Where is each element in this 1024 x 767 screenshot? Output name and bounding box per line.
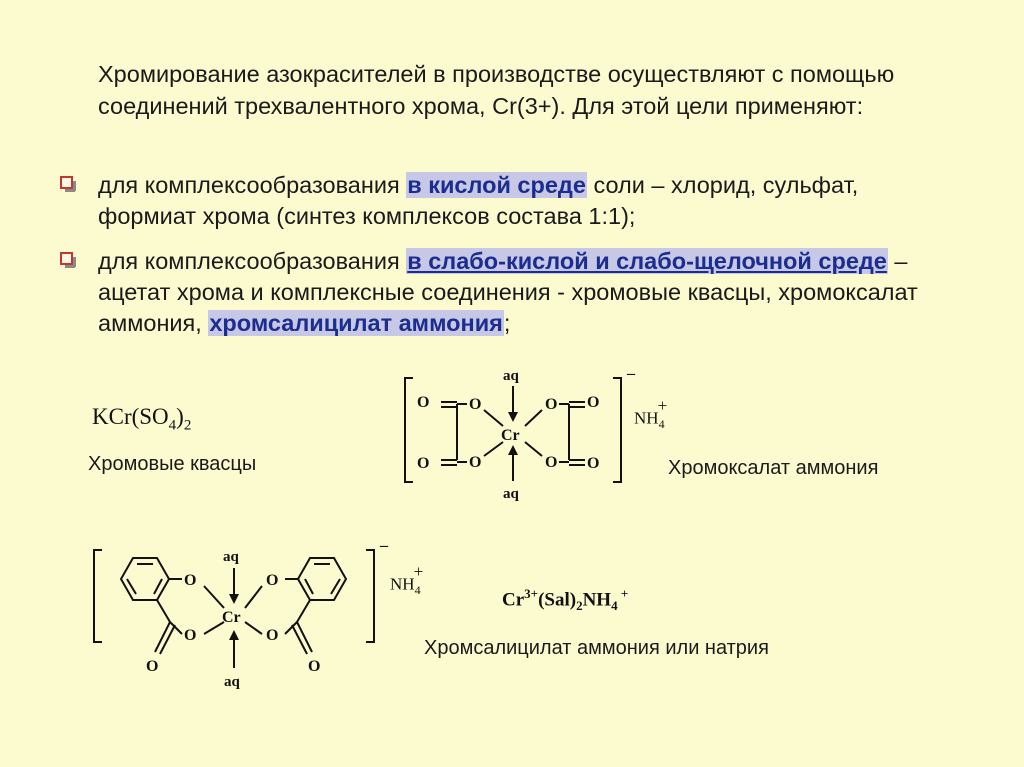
alum-formula-sub2: 2 xyxy=(183,417,192,434)
salicylate-structure xyxy=(80,530,420,695)
ligand-aq: aq xyxy=(224,674,240,690)
formula-nh-charge: + xyxy=(617,586,629,601)
bullet-text-before: для комплексообразования xyxy=(98,248,407,274)
bracket-left xyxy=(94,550,102,642)
alum-formula-main: KCr(SO xyxy=(92,404,169,429)
alum-formula xyxy=(92,404,191,435)
ligand-aq: aq xyxy=(223,549,239,565)
ligand-aq: aq xyxy=(503,368,519,384)
atom-o: O xyxy=(469,454,482,471)
alum-formula-close: ) xyxy=(176,404,184,429)
atom-o: O xyxy=(417,394,430,411)
atom-o: O xyxy=(308,658,321,675)
oxalate-caption: Хромоксалат аммония xyxy=(668,457,879,479)
bullet-text-middle: – ацетат хрома и комплексные соединения - хромовые квасцы, хромоксалат аммония, xyxy=(98,248,918,336)
atom-cr: Cr xyxy=(222,609,241,626)
bracket-right xyxy=(366,550,374,642)
bullet-marker-icon xyxy=(60,176,73,189)
atom-o: O xyxy=(266,627,279,644)
ligand-aq: aq xyxy=(503,486,519,502)
formula-sal: (Sal) xyxy=(538,589,577,611)
atom-o: O xyxy=(266,572,279,589)
formula-nh-sub: 4 xyxy=(611,598,618,614)
atom-o: O xyxy=(545,396,558,413)
bullet-text-before: для комплексообразования xyxy=(98,172,407,198)
cation-sub: 4 xyxy=(414,583,421,598)
intro-paragraph: Хромирование азокрасителей в производстве осуществляют с помощью соединений трехвалентного хрома, Cr(3+). Для этой цели применяют: xyxy=(98,61,895,119)
bullet-item-acid xyxy=(98,170,958,232)
atom-o: O xyxy=(184,572,197,589)
alum-formula-sub: 4 xyxy=(168,417,177,434)
cation-nh: NH xyxy=(634,408,659,428)
formula-cr-charge: 3+ xyxy=(524,586,539,601)
cation-nh: NH xyxy=(390,574,415,594)
atom-o: O xyxy=(587,394,600,411)
bullet-highlight: в кислой среде xyxy=(407,172,586,198)
formula-sal-sub: 2 xyxy=(576,598,583,614)
bullet-highlight-2: хромсалицилат аммония xyxy=(209,310,503,336)
bracket-left xyxy=(405,378,413,482)
atom-o: O xyxy=(545,454,558,471)
cation-sup: + xyxy=(657,396,668,415)
atom-o: O xyxy=(417,455,430,472)
formula-nh: NH xyxy=(582,589,612,611)
oxalate-cation xyxy=(634,396,674,432)
cation-sub: 4 xyxy=(658,417,665,432)
bullet-text-after: соли – хлорид, сульфат, формиат хрома (синтез комплексов состава 1:1); xyxy=(98,172,859,229)
salicylate-cation xyxy=(390,562,430,598)
atom-o: O xyxy=(587,455,600,472)
atom-o: O xyxy=(184,627,197,644)
bullet-item-weak xyxy=(98,246,958,339)
complex-charge: – xyxy=(627,365,635,382)
complex-charge: – xyxy=(380,537,388,554)
bullet-text-after: ; xyxy=(503,310,511,336)
oxalate-structure xyxy=(395,360,685,505)
bullet-highlight: в слабо-кислой и слабо-щелочной среде xyxy=(407,248,887,274)
formula-cr: Cr xyxy=(502,589,525,611)
atom-o: O xyxy=(469,396,482,413)
bullet-marker-icon xyxy=(60,252,73,265)
atom-cr: Cr xyxy=(501,427,520,444)
alum-caption: Хромовые квасцы xyxy=(88,453,257,475)
bracket-right xyxy=(613,378,621,482)
salicylate-caption: Хромсалицилат аммония или натрия xyxy=(424,637,769,659)
salicylate-formula xyxy=(502,586,628,614)
atom-o: O xyxy=(146,658,159,675)
cation-sup: + xyxy=(413,562,424,581)
